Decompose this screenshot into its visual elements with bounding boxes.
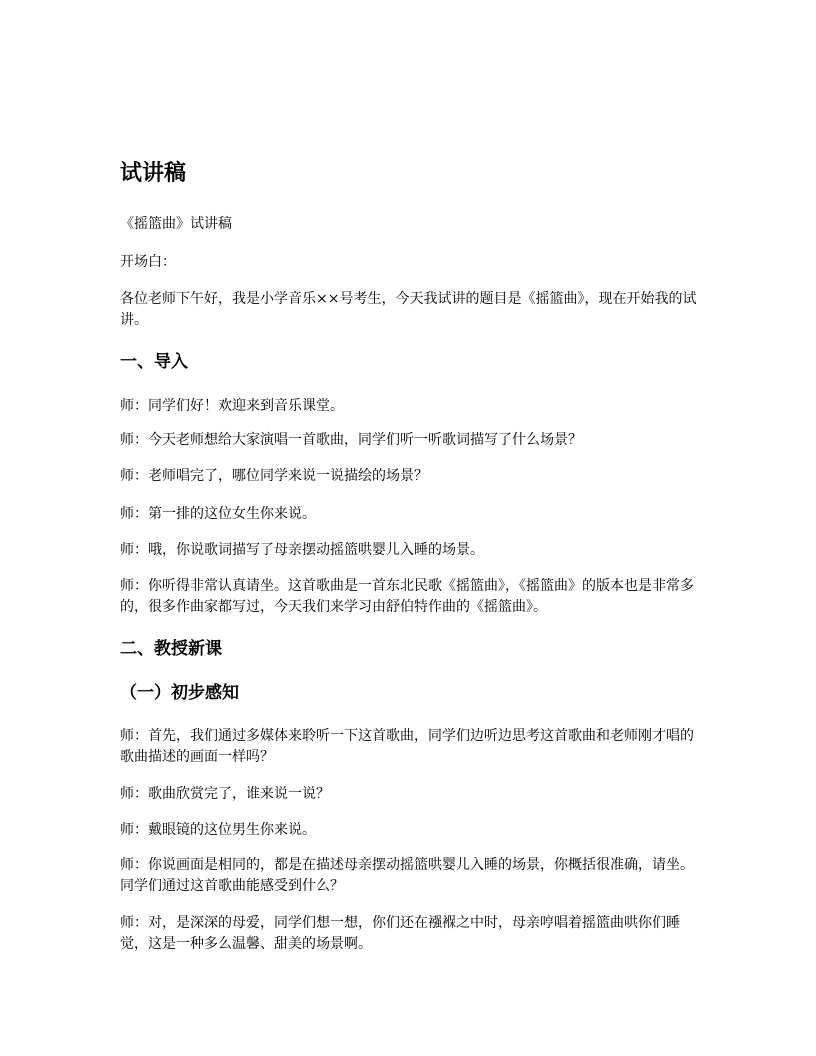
lesson-line-2: 师：歌曲欣赏完了，谁来说一说？ [120, 786, 330, 802]
intro-line-5: 师：哦，你说歌词描写了母亲摆动摇篮哄婴儿入睡的场景。 [120, 542, 484, 558]
intro-line-6: 师：你听得非常认真请坐。这首歌曲是一首东北民歌《摇篮曲》，《摇篮曲》的版本也是非常多的，很多作曲家都写过，今天我们来学习由舒伯特作曲的《摇篮曲》。 [120, 578, 694, 615]
intro-line-3: 师：老师唱完了，哪位同学来说一说描绘的场景？ [120, 468, 428, 484]
document-subtitle: 《摇篮曲》试讲稿 [120, 216, 232, 232]
opening-paragraph: 各位老师下午好，我是小学音乐××号考生，今天我试讲的题目是《摇篮曲》，现在开始我的试讲。 [120, 291, 697, 328]
lesson-line-1: 师：首先，我们通过多媒体来聆听一下这首歌曲，同学们边听边思考这首歌曲和老师刚才唱的歌曲描述的画面一样吗？ [120, 728, 694, 765]
intro-line-4: 师：第一排的这位女生你来说。 [120, 506, 316, 522]
lesson-line-4: 师：你说画面是相同的，都是在描述母亲摆动摇篮哄婴儿入睡的场景，你概括很准确，请坐。同学们通过这首歌曲能感受到什么？ [120, 857, 694, 894]
intro-line-1: 师：同学们好！欢迎来到音乐课堂。 [120, 398, 344, 414]
opening-label: 开场白： [120, 254, 176, 270]
intro-line-2: 师：今天老师想给大家演唱一首歌曲，同学们听一听歌词描写了什么场景？ [120, 432, 582, 448]
lesson-line-3: 师：戴眼镜的这位男生你来说。 [120, 822, 316, 838]
section-heading-intro: 一、导入 [120, 352, 188, 372]
lesson-line-5: 师：对，是深深的母爱，同学们想一想，你们还在襁褓之中时，母亲哼唱着摇篮曲哄你们睡觉，这是一种多么温馨、甜美的场景啊。 [120, 915, 680, 952]
section-heading-new-lesson: 二、教授新课 [120, 639, 222, 659]
subsection-heading-perception: （一）初步感知 [120, 683, 239, 703]
document-title: 试讲稿 [120, 161, 187, 186]
